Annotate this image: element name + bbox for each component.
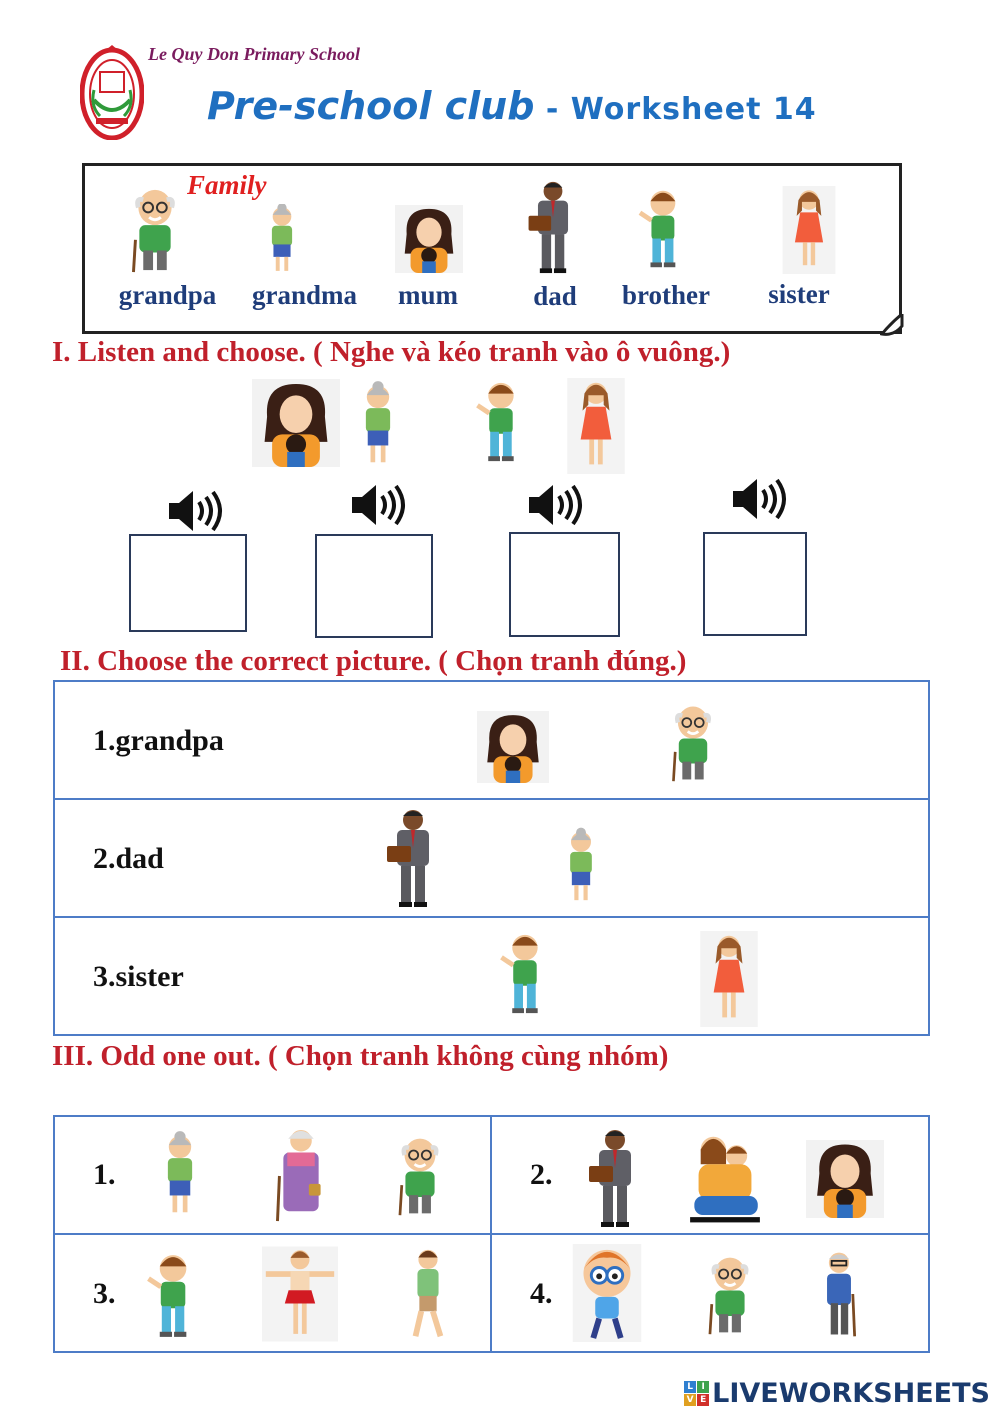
drag-grandma-image[interactable] (350, 376, 406, 472)
odd-2-hug-image[interactable] (688, 1130, 762, 1226)
school-name: Le Quy Don Primary School (148, 44, 361, 64)
odd-4-grandpa-image[interactable] (698, 1254, 762, 1336)
row-number: 3. (93, 960, 116, 993)
drop-box-4[interactable] (703, 532, 807, 636)
drag-sister-image[interactable] (550, 378, 642, 474)
title-main: Pre-school club (207, 84, 535, 128)
speaker-icon[interactable] (525, 482, 585, 528)
odd-3-brother-image[interactable] (138, 1250, 204, 1342)
section3-heading: III. Odd one out. ( Chọn tranh không cùng nhóm) (52, 1040, 669, 1072)
logo-badge (684, 1381, 709, 1406)
choice-grandpa-image[interactable] (661, 703, 725, 783)
odd-3-girl-image[interactable] (262, 1244, 338, 1344)
row-word: sister (115, 960, 184, 993)
choice-mum-image[interactable] (477, 711, 549, 783)
drag-mum-image[interactable] (252, 378, 340, 468)
vocab-grandma-image (258, 204, 306, 274)
section1-heading: I. Listen and choose. ( Nghe và kéo tranh vào ô vuông.) (52, 336, 731, 368)
odd-3-walking-boy-image[interactable] (404, 1246, 452, 1342)
vocab-word-grandma: grandma (251, 280, 357, 310)
odd-4-boy-glasses-image[interactable] (570, 1244, 644, 1342)
odd-item-number-4: 4. (530, 1277, 553, 1310)
liveworksheets-logo (684, 1378, 990, 1409)
speaker-icon[interactable] (348, 482, 408, 528)
vocab-brother-image (628, 186, 694, 272)
vocab-word-mum: mum (398, 280, 458, 310)
choice-grandma-image[interactable] (556, 826, 606, 906)
drop-box-1[interactable] (129, 534, 247, 632)
speaker-icon[interactable] (729, 476, 789, 522)
choose-row-label-1 (93, 724, 224, 758)
drop-box-2[interactable] (315, 534, 433, 638)
odd-2-dad-image[interactable] (582, 1128, 648, 1228)
row-number: 1. (93, 724, 116, 757)
vocab-sister-image (762, 186, 856, 274)
badge-letter: E (697, 1394, 709, 1406)
choose-row-label-3 (93, 960, 184, 994)
table-divider (55, 1233, 928, 1235)
drag-brother-image[interactable] (466, 378, 532, 466)
choice-sister-image[interactable] (682, 931, 776, 1027)
family-label: Family (187, 170, 267, 200)
odd-4-old-man-image[interactable] (812, 1248, 866, 1340)
odd-item-number-3: 3. (93, 1277, 116, 1310)
vocab-grandpa-image (122, 186, 188, 274)
badge-letter: V (684, 1394, 696, 1406)
choice-brother-image[interactable] (490, 930, 556, 1018)
vocab-word-dad: dad (533, 281, 577, 311)
choose-row-label-2 (93, 842, 164, 876)
title-sub: - Worksheet 14 (534, 92, 817, 127)
table-divider (55, 798, 928, 800)
speaker-icon[interactable] (165, 488, 225, 534)
odd-item-number-2: 2. (530, 1158, 553, 1191)
vocab-mum-image (393, 205, 465, 273)
odd-1-grandpa-image[interactable] (388, 1135, 452, 1217)
vocab-dad-image (520, 180, 586, 274)
drop-box-3[interactable] (509, 532, 620, 637)
section2-heading: II. Choose the correct picture. ( Chọn tranh đúng.) (60, 645, 687, 677)
brand-text: LIVEWORKSHEETS (712, 1378, 990, 1409)
school-logo (80, 44, 144, 140)
row-word: dad (115, 842, 164, 875)
vocab-word-sister: sister (768, 279, 830, 309)
vocab-word-grandpa: grandpa (118, 280, 217, 310)
table-divider (55, 916, 928, 918)
vocab-word-brother: brother (622, 280, 710, 310)
odd-1-old-lady-image[interactable] (270, 1127, 332, 1225)
odd-1-grandma-image[interactable] (152, 1128, 208, 1220)
odd-2-mum-image[interactable] (802, 1140, 888, 1218)
row-word: grandpa (115, 724, 224, 757)
odd-item-number-1: 1. (93, 1158, 116, 1191)
choice-dad-image[interactable] (380, 808, 446, 908)
badge-letter: L (684, 1381, 696, 1393)
row-number: 2. (93, 842, 116, 875)
badge-letter: I (697, 1381, 709, 1393)
page-title (207, 84, 817, 128)
page-curl-decoration (880, 314, 906, 336)
